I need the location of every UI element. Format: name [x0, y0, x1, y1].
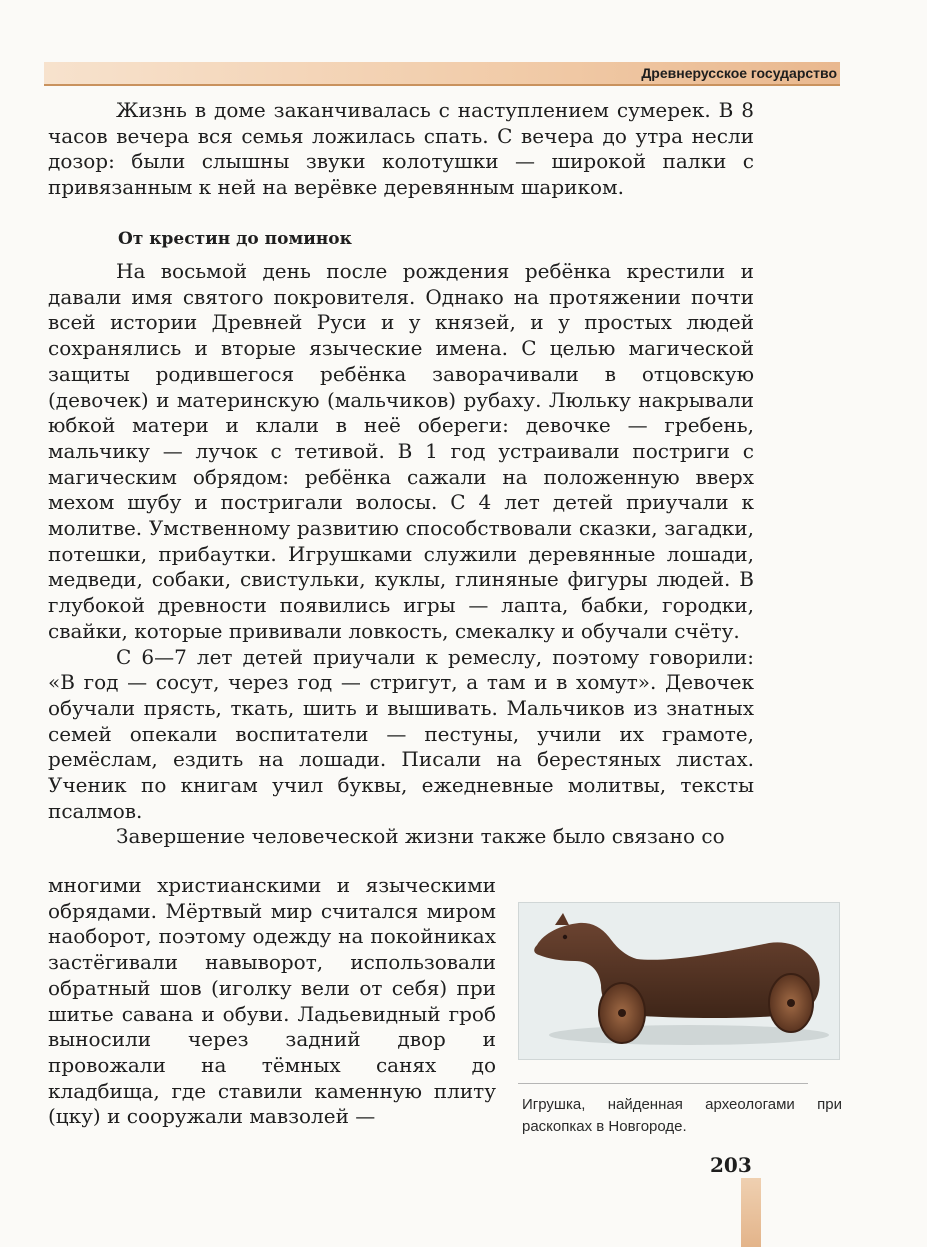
- page-edge-tab: [741, 1178, 761, 1247]
- intro-paragraph: Жизнь в доме заканчивалась с наступлением сумерек. В 8 часов вечера вся семья ложилась спать. С вечера до утра несли дозор: были слышны звуки колотушки — широкой палки с привязанным к ней на верёвке деревянным шариком.: [48, 98, 754, 200]
- narrow-column-text: [48, 873, 496, 1130]
- caption-rule: [518, 1083, 808, 1084]
- running-title: Древнерусское государство: [641, 65, 837, 81]
- wooden-horse-toy-illustration: [519, 903, 839, 1059]
- section-heading: От крестин до поминок: [118, 229, 352, 249]
- intro-text: [48, 98, 754, 201]
- paragraph-education: С 6—7 лет детей приучали к ремеслу, поэтому говорили: «В год — сосут, через год — стригут, а там и в хомут». Девочек обучали прясть, ткать, шить и вышивать. Мальчиков из знатных семей опекали воспитатели — пестуны, учили их грамоте, ремёслам, ездить на лошади. Писали на берестяных листах. Ученик по книгам учил буквы, ежедневные молитвы, тексты псалмов.: [48, 644, 754, 823]
- toy-horse-photo: [518, 902, 840, 1060]
- running-header-rule: [44, 84, 840, 86]
- figure-caption: Игрушка, найденная археологами при раскопках в Новгороде.: [522, 1096, 842, 1135]
- paragraph-christening: На восьмой день после рождения ребёнка крестили и давали имя святого покровителя. Однако на протяжении почти всей истории Древней Руси и у князей, и у простых людей сохранялись и вторые языческие имена. С целью магической защиты родившегося ребёнка заворачивали в отцовскую (девочек) и материнскую (мальчиков) рубаху. Люльку накрывали юбкой матери и клали в неё обереги: девочке — гребень, мальчику — лучок с тетивой. В 1 год устраивали постриги с магическим обрядом: ребёнка сажали на положенную вверх мехом шубу и постригали волосы. С 4 лет детей приучали к молитве. Умственному развитию способствовали сказки, загадки, потешки, прибаутки. Игрушками служили деревянные лошади, медведи, собаки, свистульки, куклы, глиняные фигуры людей. В глубокой древности появились игры — лапта, бабки, городки, свайки, которые прививали ловкость, смекалку и обучали счёту.: [48, 259, 754, 643]
- page-number: 203: [710, 1153, 752, 1177]
- section-body: [48, 259, 754, 850]
- paragraph-death-rituals: многими христианскими и языческими обрядами. Мёртвый мир считался миром наоборот, поэтому одежду на покойниках застёгивали навыворот, использовали обратный шов (иголку вели от себя) при шитье савана и обуви. Ладьевидный гроб выносили через задний двор и провожали на тёмных санях до кладбища, где ставили каменную плиту (цку) и сооружали мавзолей —: [48, 873, 496, 1129]
- paragraph-death-start: Завершение человеческой жизни также было связано со: [116, 824, 725, 849]
